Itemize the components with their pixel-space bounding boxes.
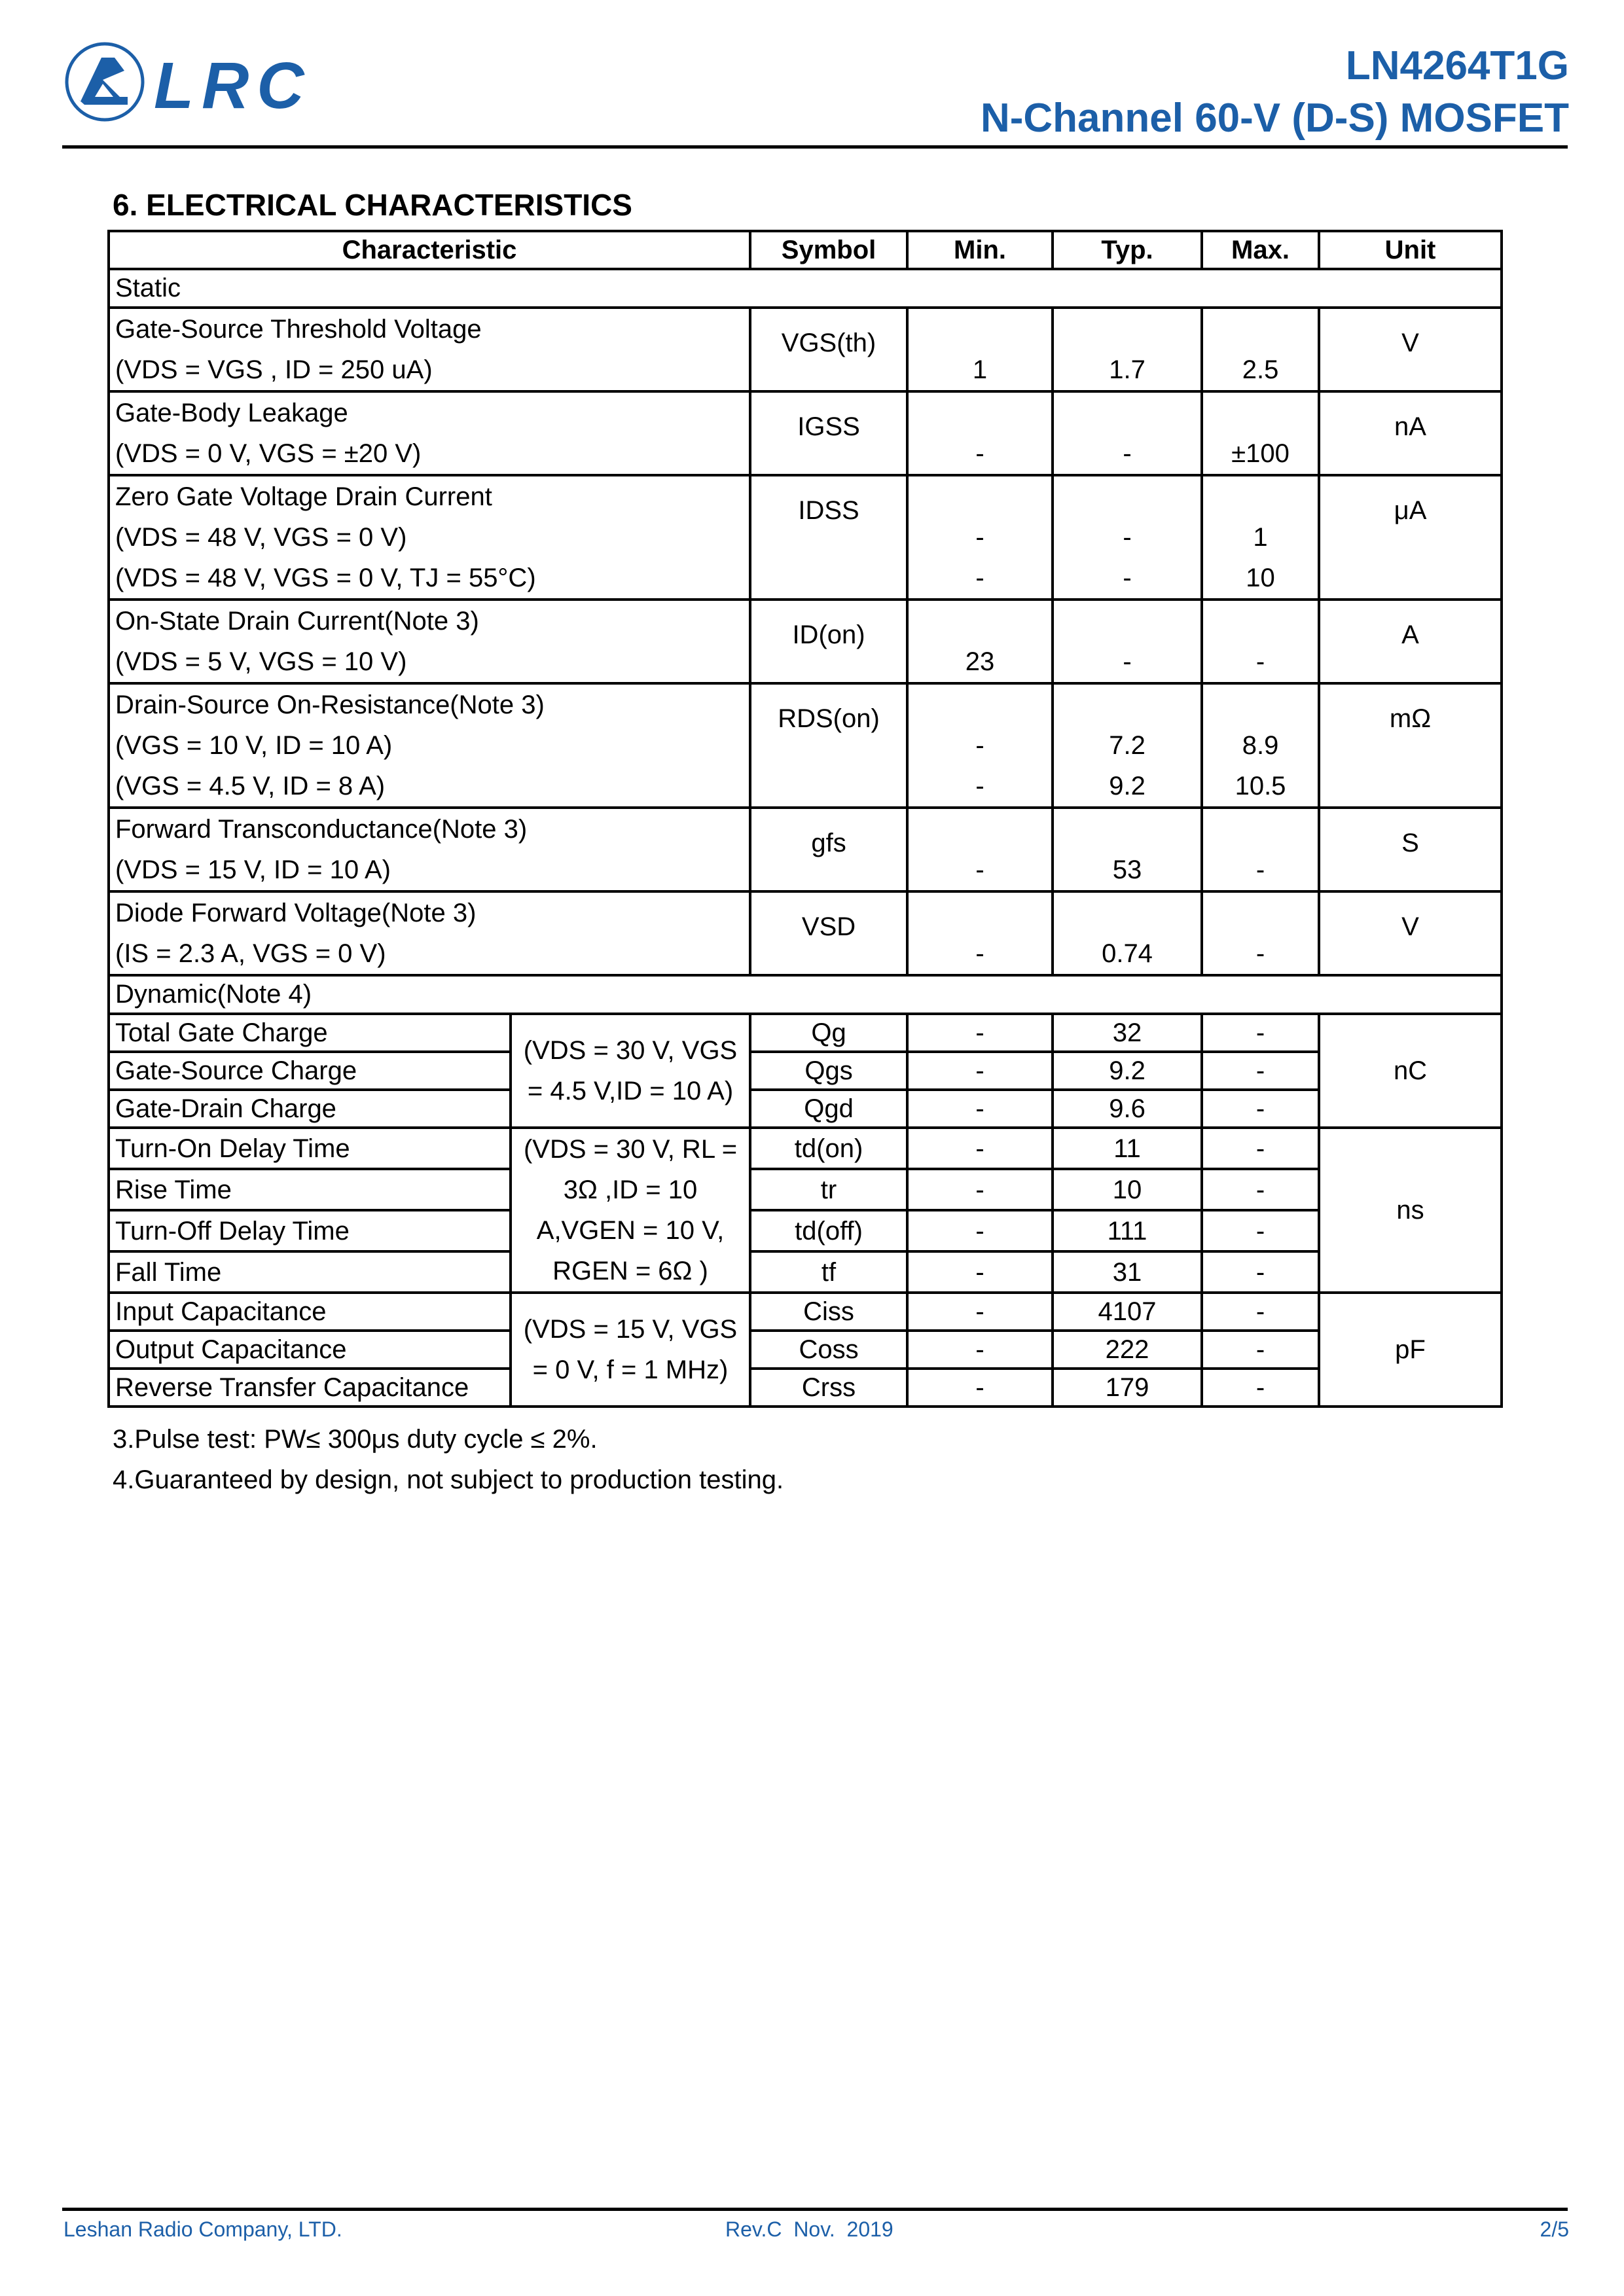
symbol-cell: Qg: [750, 1014, 907, 1052]
max-value: -: [1255, 647, 1265, 676]
symbol-cell: RDS(on): [750, 683, 907, 808]
min-cell: [907, 391, 1053, 475]
table-row: [109, 1369, 1502, 1407]
symbol-cell: gfs: [750, 808, 907, 891]
characteristic-line: Zero Gate Voltage Drain Current: [115, 482, 492, 511]
max-value: 10: [1246, 564, 1275, 592]
max-value: 8.9: [1242, 731, 1279, 760]
table-row: [109, 1052, 1502, 1090]
typ-value: 7.2: [1109, 731, 1146, 760]
symbol-cell: tf: [750, 1251, 907, 1293]
table-row: [109, 1331, 1502, 1369]
section-row-static: [109, 269, 1502, 308]
table-row: [109, 1293, 1502, 1331]
characteristic-cell: Total Gate Charge: [109, 1014, 511, 1052]
characteristic-line: Gate-Source Threshold Voltage: [115, 315, 482, 344]
characteristic-line: Diode Forward Voltage(Note 3): [115, 899, 477, 927]
unit-cell: nA: [1319, 391, 1502, 475]
max-cell: -: [1202, 1014, 1319, 1052]
typ-value: -: [1123, 439, 1132, 468]
typ-cell: 9.6: [1053, 1090, 1202, 1128]
typ-cell: 10: [1053, 1169, 1202, 1210]
characteristic-line: (VDS = 48 V, VGS = 0 V): [115, 523, 407, 552]
max-value: -: [1255, 939, 1265, 968]
symbol-cell: IGSS: [750, 391, 907, 475]
note-3: 3.Pulse test: PW≤ 300μs duty cycle ≤ 2%.: [113, 1425, 598, 1454]
characteristic-line: Drain-Source On-Resistance(Note 3): [115, 691, 545, 719]
min-cell: -: [907, 1210, 1053, 1251]
unit-cell: V: [1319, 308, 1502, 391]
characteristic-cell: Rise Time: [109, 1169, 511, 1210]
typ-cell: [1053, 683, 1202, 808]
lrc-logo: [62, 39, 317, 124]
min-value: -: [975, 564, 984, 592]
footer-divider: [62, 2208, 1568, 2211]
unit-cell: nC: [1319, 1014, 1502, 1128]
typ-value: 9.2: [1109, 772, 1146, 800]
min-cell: [907, 308, 1053, 391]
test-condition-cell: (VDS = 15 V, VGS = 0 V, f = 1 MHz): [511, 1293, 750, 1407]
characteristic-cell: [109, 475, 750, 600]
unit-cell: V: [1319, 891, 1502, 975]
min-value: -: [975, 523, 984, 552]
max-value: -: [1255, 855, 1265, 884]
table-row: [109, 391, 1502, 475]
typ-cell: 222: [1053, 1331, 1202, 1369]
characteristic-cell: Output Capacitance: [109, 1331, 511, 1369]
unit-cell: μA: [1319, 475, 1502, 600]
characteristic-line: (VDS = 15 V, ID = 10 A): [115, 855, 391, 884]
max-cell: -: [1202, 1210, 1319, 1251]
characteristic-cell: [109, 391, 750, 475]
characteristic-line: Forward Transconductance(Note 3): [115, 815, 528, 844]
typ-value: -: [1123, 523, 1132, 552]
characteristic-cell: [109, 891, 750, 975]
typ-value: 1.7: [1109, 355, 1146, 384]
max-value: 1: [1253, 523, 1268, 552]
typ-value: -: [1123, 564, 1132, 592]
part-description: N-Channel 60-V (D-S) MOSFET: [980, 96, 1569, 141]
max-cell: -: [1202, 1052, 1319, 1090]
characteristic-cell: Reverse Transfer Capacitance: [109, 1369, 511, 1407]
min-value: -: [975, 731, 984, 760]
max-value: 2.5: [1242, 355, 1279, 384]
table-row: [109, 808, 1502, 891]
max-cell: [1202, 308, 1319, 391]
symbol-cell: tr: [750, 1169, 907, 1210]
max-cell: [1202, 475, 1319, 600]
electrical-characteristics-table: [107, 230, 1503, 1408]
table-row: [109, 891, 1502, 975]
characteristic-cell: [109, 600, 750, 683]
max-value: ±100: [1231, 439, 1290, 468]
max-cell: -: [1202, 1251, 1319, 1293]
table-row: [109, 1169, 1502, 1210]
characteristic-line: (VGS = 4.5 V, ID = 8 A): [115, 772, 386, 800]
unit-cell: A: [1319, 600, 1502, 683]
min-value: 1: [972, 355, 988, 384]
unit-cell: S: [1319, 808, 1502, 891]
typ-cell: [1053, 475, 1202, 600]
typ-cell: 4107: [1053, 1293, 1202, 1331]
typ-cell: 31: [1053, 1251, 1202, 1293]
min-cell: -: [907, 1128, 1053, 1169]
symbol-cell: VSD: [750, 891, 907, 975]
unit-cell: mΩ: [1319, 683, 1502, 808]
min-cell: [907, 600, 1053, 683]
characteristic-cell: Turn-Off Delay Time: [109, 1210, 511, 1251]
characteristic-line: (VDS = 48 V, VGS = 0 V, TJ = 55°C): [115, 564, 536, 592]
min-value: -: [975, 439, 984, 468]
section-label-static: Static: [109, 269, 1502, 308]
unit-cell: ns: [1319, 1128, 1502, 1293]
max-cell: -: [1202, 1369, 1319, 1407]
notes: [113, 1419, 784, 1500]
symbol-cell: Ciss: [750, 1293, 907, 1331]
table-row: [109, 1014, 1502, 1052]
characteristic-line: Gate-Body Leakage: [115, 399, 348, 427]
typ-cell: [1053, 308, 1202, 391]
typ-cell: 32: [1053, 1014, 1202, 1052]
col-header-min: Min.: [907, 231, 1053, 269]
typ-cell: [1053, 808, 1202, 891]
footer-page-number: 2/5: [1540, 2217, 1569, 2241]
min-cell: [907, 808, 1053, 891]
symbol-cell: td(on): [750, 1128, 907, 1169]
characteristic-line: (VGS = 10 V, ID = 10 A): [115, 731, 393, 760]
min-cell: -: [907, 1052, 1053, 1090]
min-cell: -: [907, 1369, 1053, 1407]
typ-cell: 9.2: [1053, 1052, 1202, 1090]
typ-value: -: [1123, 647, 1132, 676]
min-cell: -: [907, 1090, 1053, 1128]
characteristic-line: (IS = 2.3 A, VGS = 0 V): [115, 939, 386, 968]
logo-emblem: [79, 58, 128, 105]
max-cell: [1202, 391, 1319, 475]
characteristic-cell: [109, 808, 750, 891]
typ-cell: 179: [1053, 1369, 1202, 1407]
max-value: 10.5: [1235, 772, 1286, 800]
note-4: 4.Guaranteed by design, not subject to production testing.: [113, 1465, 784, 1494]
min-cell: -: [907, 1251, 1053, 1293]
col-header-characteristic: Characteristic: [109, 231, 750, 269]
symbol-cell: IDSS: [750, 475, 907, 600]
table-row: [109, 1251, 1502, 1293]
col-header-typ: Typ.: [1053, 231, 1202, 269]
max-cell: [1202, 600, 1319, 683]
typ-cell: 11: [1053, 1128, 1202, 1169]
table-row: [109, 683, 1502, 808]
min-cell: [907, 475, 1053, 600]
typ-value: 0.74: [1102, 939, 1153, 968]
characteristic-line: (VDS = 0 V, VGS = ±20 V): [115, 439, 422, 468]
logo-text: LRC: [154, 49, 312, 122]
min-cell: -: [907, 1293, 1053, 1331]
table-row: [109, 1090, 1502, 1128]
document-title: [981, 41, 1569, 145]
characteristic-cell: Gate-Drain Charge: [109, 1090, 511, 1128]
typ-value: 53: [1112, 855, 1142, 884]
unit-cell: pF: [1319, 1293, 1502, 1407]
symbol-cell: Qgs: [750, 1052, 907, 1090]
characteristic-cell: Turn-On Delay Time: [109, 1128, 511, 1169]
section-row-dynamic: [109, 975, 1502, 1014]
table-row: [109, 308, 1502, 391]
max-cell: -: [1202, 1090, 1319, 1128]
section-title: 6. ELECTRICAL CHARACTERISTICS: [113, 188, 632, 222]
min-value: -: [975, 772, 984, 800]
characteristic-line: On-State Drain Current(Note 3): [115, 607, 479, 636]
symbol-cell: ID(on): [750, 600, 907, 683]
max-cell: -: [1202, 1331, 1319, 1369]
min-cell: [907, 891, 1053, 975]
typ-cell: [1053, 600, 1202, 683]
max-cell: -: [1202, 1293, 1319, 1331]
symbol-cell: Coss: [750, 1331, 907, 1369]
min-cell: -: [907, 1014, 1053, 1052]
section-label-dynamic: Dynamic(Note 4): [109, 975, 1502, 1014]
max-cell: [1202, 891, 1319, 975]
characteristic-line: (VDS = 5 V, VGS = 10 V): [115, 647, 407, 676]
characteristic-cell: Input Capacitance: [109, 1293, 511, 1331]
min-value: -: [975, 939, 984, 968]
header-divider: [62, 145, 1568, 149]
part-number: LN4264T1G: [1345, 43, 1569, 88]
symbol-cell: td(off): [750, 1210, 907, 1251]
max-cell: -: [1202, 1169, 1319, 1210]
characteristic-cell: [109, 683, 750, 808]
symbol-cell: Crss: [750, 1369, 907, 1407]
min-value: 23: [965, 647, 995, 676]
table-row: [109, 600, 1502, 683]
characteristic-line: (VDS = VGS , ID = 250 uA): [115, 355, 433, 384]
table-row: [109, 1210, 1502, 1251]
characteristic-cell: [109, 308, 750, 391]
max-cell: [1202, 808, 1319, 891]
characteristic-cell: Gate-Source Charge: [109, 1052, 511, 1090]
symbol-cell: VGS(th): [750, 308, 907, 391]
min-cell: [907, 683, 1053, 808]
max-cell: -: [1202, 1128, 1319, 1169]
footer-company: Leshan Radio Company, LTD.: [63, 2217, 342, 2241]
typ-cell: [1053, 391, 1202, 475]
min-cell: -: [907, 1169, 1053, 1210]
characteristic-cell: Fall Time: [109, 1251, 511, 1293]
typ-cell: 111: [1053, 1210, 1202, 1251]
col-header-symbol: Symbol: [750, 231, 907, 269]
table-header-row: [109, 231, 1502, 269]
test-condition-cell: (VDS = 30 V, RL = 3Ω ,ID = 10 A,VGEN = 10 V, RGEN = 6Ω ): [511, 1128, 750, 1293]
symbol-cell: Qgd: [750, 1090, 907, 1128]
col-header-max: Max.: [1202, 231, 1319, 269]
typ-cell: [1053, 891, 1202, 975]
table-row: [109, 475, 1502, 600]
footer-revision: Rev.C Nov. 2019: [725, 2217, 893, 2241]
max-cell: [1202, 683, 1319, 808]
table-row: [109, 1128, 1502, 1169]
min-value: -: [975, 855, 984, 884]
test-condition-cell: (VDS = 30 V, VGS = 4.5 V,ID = 10 A): [511, 1014, 750, 1128]
min-cell: -: [907, 1331, 1053, 1369]
col-header-unit: Unit: [1319, 231, 1502, 269]
